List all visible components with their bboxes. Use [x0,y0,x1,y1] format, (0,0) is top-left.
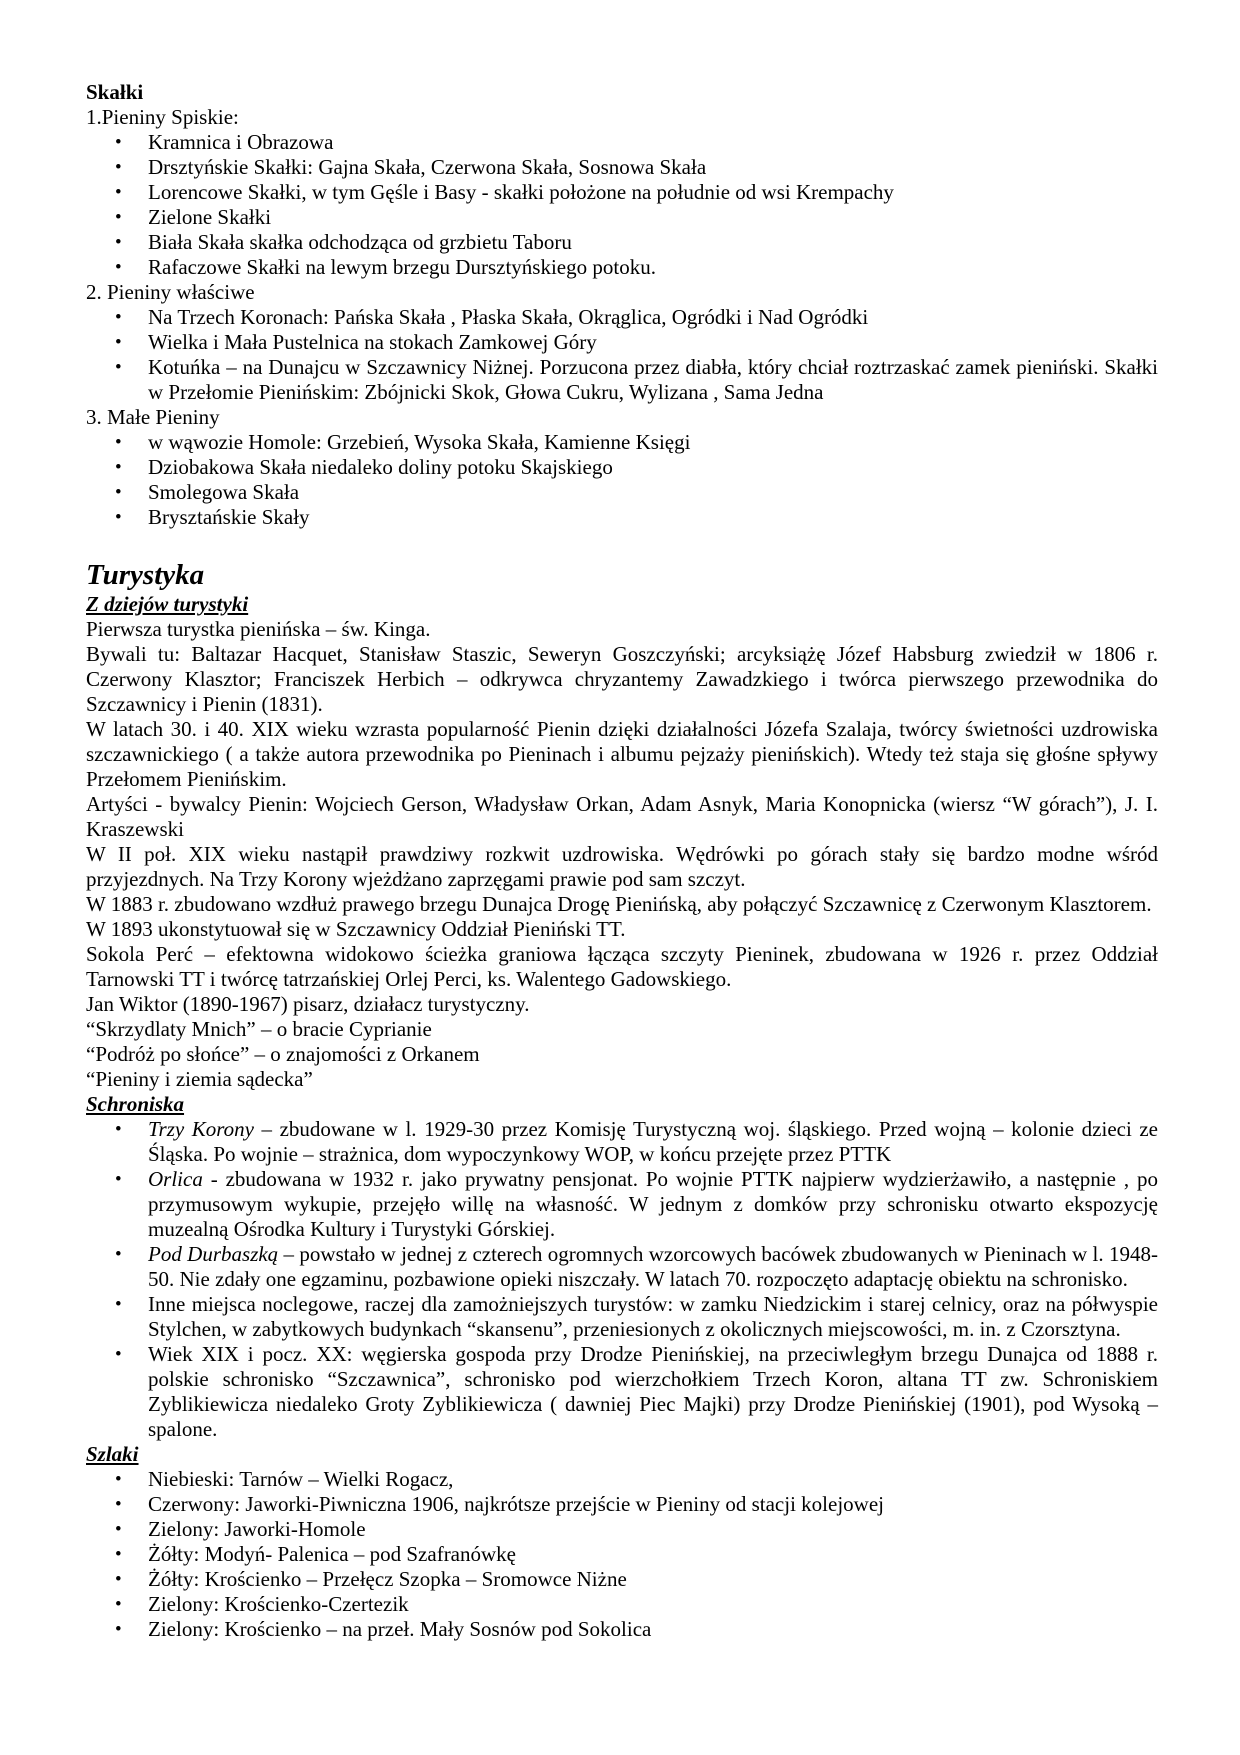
bullet-icon: • [115,1294,122,1315]
shelter-text [148,1117,1158,1167]
list-item-text: Kotuńka – na Dunajcu w Szczawnicy Niżnej. Porzucona przez diabła, który chciał roztrzaskać zamek pieniński. Skałki w Przełomie Pienińskim: Zbójnicki Skok, Głowa Cukru, Wylizana , Sama Jedna [148,355,1158,404]
list-item-text: Smolegowa Skała [148,480,300,504]
trail-item-text: Zielony: Krościenko – na przeł. Mały Sosnów pod Sokolica [148,1617,652,1641]
heading-skalki: Skałki [86,80,144,104]
list-item-text: Brysztańskie Skały [148,505,310,529]
list-item [86,480,1158,505]
group-title-pieniny-wlasciwe: 2. Pieniny właściwe [86,280,255,304]
bullet-icon: • [115,257,122,278]
list-item-text: Kramnica i Obrazowa [148,130,334,154]
bullet-list-pieniny-spiskie [86,130,1158,280]
shelter-text [148,1342,1158,1442]
bullet-list-szlaki [86,1467,1158,1642]
heading-turystyka: Turystyka [86,559,205,591]
trail-item [86,1467,1158,1492]
shelter-item [86,1167,1158,1242]
bullet-icon: • [115,332,122,353]
bullet-icon: • [115,157,122,178]
shelter-text [148,1242,1158,1292]
shelter-description: Inne miejsca noclegowe, raczej dla zamożniejszych turystów: w zamku Niedzickim i starej celnicy, oraz na półwyspie Stylchen, w zabytkowych budynkach “skansenu”, przeniesionych z okolicznych miejscowości, m. in. z Czorsztyna. [148,1292,1158,1341]
bullet-list-schroniska [86,1117,1158,1442]
list-item [86,355,1158,405]
bullet-list-male-pieniny [86,430,1158,530]
paragraph: W 1893 ukonstytuował się w Szczawnicy Oddział Pieniński TT. [86,917,626,941]
list-item-text: Wielka i Mała Pustelnica na stokach Zamkowej Góry [148,330,597,354]
trail-item [86,1542,1158,1567]
list-item [86,505,1158,530]
list-item-text: w wąwozie Homole: Grzebień, Wysoka Skała, Kamienne Księgi [148,430,691,454]
list-item [86,155,1158,180]
bullet-icon: • [115,1169,122,1190]
bullet-icon: • [115,1619,122,1640]
paragraph: W latach 30. i 40. XIX wieku wzrasta popularność Pienin dzięki działalności Józefa Szalaja, twórcy świetności uzdrowiska szczawnickiego ( a także autora przewodnika po Pieninach i albumu pejzaży pienińskich). Wtedy też staja się głośne spływy Przełomem Pienińskim. [86,717,1158,791]
heading-z-dziejow-turystyki: Z dziejów turystyki [86,592,249,616]
trail-item [86,1492,1158,1517]
shelter-description: - zbudowana w 1932 r. jako prywatny pensjonat. Po wojnie PTTK najpierw wydzierżawiło, a następnie , po przymusowym wykupie, przejęło willę na własność. W jednym z domków przy schronisku otwarto ekspozycję muzealną Ośrodka Kultury i Turystyki Górskiej. [148,1167,1158,1241]
bullet-icon: • [115,482,122,503]
bullet-icon: • [115,457,122,478]
list-item-text: Zielone Skałki [148,205,272,229]
shelter-description: Wiek XIX i pocz. XX: węgierska gospoda przy Drodze Pienińskiej, na przeciwległym brzegu Dunajca od 1888 r. polskie schronisko “Szczawnica”, schronisko pod wierzchołkiem Trzech Koron, altana TT zw. Schroniskiem Zyblikiewicza niedaleko Groty Zyblikiewicza ( dawniej Piec Majki) przy Drodze Pienińskiej (1901), pod Wysoką – spalone. [148,1342,1158,1441]
shelter-description: – zbudowane w l. 1929-30 przez Komisję Turystyczną woj. śląskiego. Przed wojną – kolonie dzieci ze Śląska. Po wojnie – strażnica, dom wypoczynkowy WOP, w końcu przejęte przez PTTK [148,1117,1158,1166]
list-item [86,430,1158,455]
bullet-icon: • [115,182,122,203]
paragraph: Bywali tu: Baltazar Hacquet, Stanisław Staszic, Seweryn Goszczyński; arcyksiążę Józef Habsburg zwiedził w 1806 r. Czerwony Klasztor; Franciszek Herbich – odkrywca chryzantemy Zawadzkiego i twórca pierwszego przewodnika do Szczawnicy i Pienin (1831). [86,642,1158,716]
shelter-description: – powstało w jednej z czterech ogromnych wzorcowych bacówek zbudowanych w Pieninach w l. 1948-50. Nie zdały one egzaminu, pozbawione opieki niszczały. W latach 70. rozpoczęto adaptację obiektu na schronisko. [148,1242,1158,1291]
list-item [86,180,1158,205]
heading-schroniska: Schroniska [86,1092,185,1116]
paragraph: “Pieniny i ziemia sądecka” [86,1067,313,1091]
bullet-icon: • [115,507,122,528]
list-item [86,205,1158,230]
bullet-icon: • [115,1469,122,1490]
list-item [86,255,1158,280]
bullet-icon: • [115,1519,122,1540]
bullet-icon: • [115,207,122,228]
list-item-text: Dziobakowa Skała niedaleko doliny potoku Skajskiego [148,455,613,479]
paragraph: “Skrzydlaty Mnich” – o bracie Cyprianie [86,1017,432,1041]
bullet-icon: • [115,1544,122,1565]
paragraph: W 1883 r. zbudowano wzdłuż prawego brzegu Dunajca Drogę Pienińską, aby połączyć Szczawnicę z Czerwonym Klasztorem. [86,892,1152,916]
paragraph: Artyści - bywalcy Pienin: Wojciech Gerson, Władysław Orkan, Adam Asnyk, Maria Konopnicka (wiersz “W górach”), J. I. Kraszewski [86,792,1158,841]
list-item-text: Drsztyńskie Skałki: Gajna Skała, Czerwona Skała, Sosnowa Skała [148,155,707,179]
trail-item [86,1592,1158,1617]
trail-item [86,1517,1158,1542]
list-item [86,455,1158,480]
bullet-icon: • [115,1594,122,1615]
shelter-name: Orlica [148,1167,203,1191]
shelter-item [86,1292,1158,1342]
heading-szlaki: Szlaki [86,1442,139,1466]
bullet-icon: • [115,132,122,153]
bullet-icon: • [115,1344,122,1365]
bullet-icon: • [115,432,122,453]
bullet-icon: • [115,1119,122,1140]
shelter-name: Pod Durbaszką [148,1242,279,1266]
bullet-icon: • [115,1494,122,1515]
list-item-text: Na Trzech Koronach: Pańska Skała , Płaska Skała, Okrąglica, Ogródki i Nad Ogródki [148,305,869,329]
bullet-icon: • [115,232,122,253]
list-item-text: Biała Skała skałka odchodząca od grzbietu Taboru [148,230,572,254]
trail-item-text: Niebieski: Tarnów – Wielki Rogacz, [148,1467,454,1491]
shelter-item [86,1242,1158,1292]
bullet-list-pieniny-wlasciwe [86,305,1158,405]
paragraph: Sokola Perć – efektowna widokowo ścieżka graniowa łącząca szczyty Pieninek, zbudowana w 1926 r. przez Oddział Tarnowski TT i twórcę tatrzańskiej Orlej Perci, ks. Walentego Gadowskiego. [86,942,1158,991]
bullet-icon: • [115,357,122,378]
list-item-text: Lorencowe Skałki, w tym Gęśle i Basy - skałki położone na południe od wsi Krempachy [148,180,894,204]
bullet-icon: • [115,307,122,328]
list-item [86,330,1158,355]
paragraph: Pierwsza turystka pienińska – św. Kinga. [86,617,431,641]
trail-item-text: Zielony: Krościenko-Czertezik [148,1592,409,1616]
paragraph: W II poł. XIX wieku nastąpił prawdziwy rozkwit uzdrowiska. Wędrówki po górach stały się bardzo modne wśród przyjezdnych. Na Trzy Korony wjeżdżano zaprzęgami prawie pod sam szczyt. [86,842,1158,891]
trail-item-text: Żółty: Krościenko – Przełęcz Szopka – Sromowce Niżne [148,1567,627,1591]
bullet-icon: • [115,1244,122,1265]
shelter-text [148,1167,1158,1242]
trail-item [86,1617,1158,1642]
list-item-text: Rafaczowe Skałki na lewym brzegu Dursztyńskiego potoku. [148,255,656,279]
paragraph: “Podróż po słońce” – o znajomości z Orkanem [86,1042,480,1066]
list-item [86,130,1158,155]
list-item [86,305,1158,330]
shelter-text [148,1292,1158,1342]
shelter-item [86,1342,1158,1442]
paragraph: Jan Wiktor (1890-1967) pisarz, działacz turystyczny. [86,992,530,1016]
trail-item-text: Zielony: Jaworki-Homole [148,1517,366,1541]
trail-item-text: Czerwony: Jaworki-Piwniczna 1906, najkrótsze przejście w Pieniny od stacji kolejowej [148,1492,884,1516]
shelter-item [86,1117,1158,1167]
shelter-name: Trzy Korony [148,1117,254,1141]
group-title-male-pieniny: 3. Małe Pieniny [86,405,220,429]
list-item [86,230,1158,255]
bullet-icon: • [115,1569,122,1590]
trail-item [86,1567,1158,1592]
group-title-pieniny-spiskie: 1.Pieniny Spiskie: [86,105,239,129]
trail-item-text: Żółty: Modyń- Palenica – pod Szafranówkę [148,1542,516,1566]
